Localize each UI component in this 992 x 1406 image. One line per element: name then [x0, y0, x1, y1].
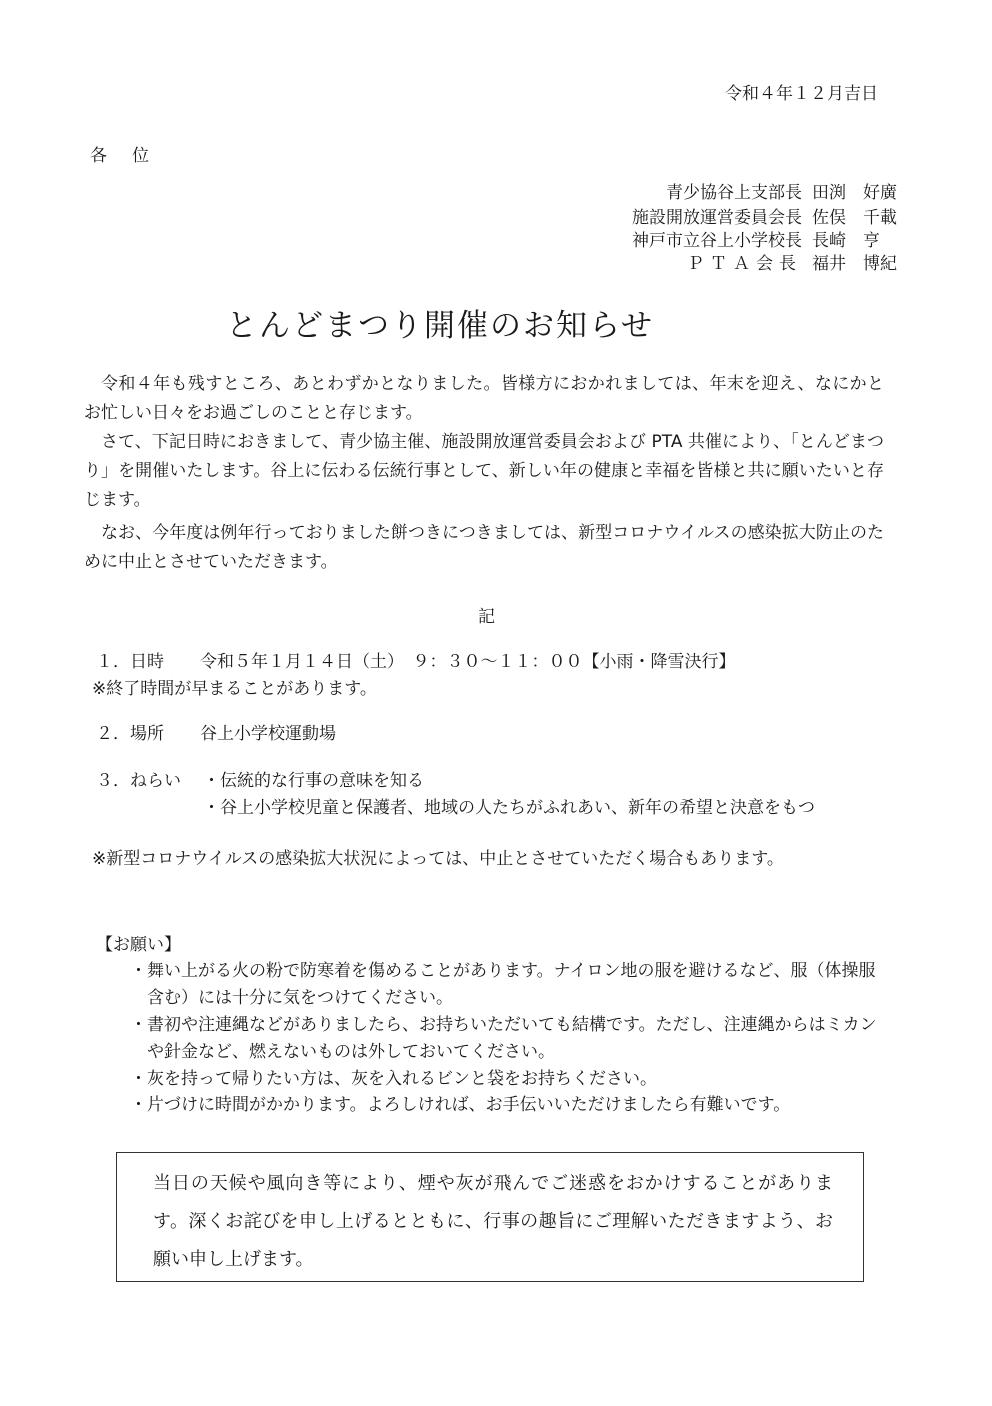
detail-place-label: ２．場所 — [96, 724, 164, 744]
covid-note: ※新型コロナウイルスの感染拡大状況によっては、中止とさせていただく場合もあります。 — [92, 849, 784, 869]
detail-date-note: ※終了時間が早まることがあります。 — [92, 679, 377, 699]
signatory-name: 福井 博紀 — [812, 254, 897, 274]
ki-heading: 記 — [478, 607, 495, 627]
request-item: ・灰を持って帰りたい方は、灰を入れるビンと袋をお持ちください。 — [130, 1069, 657, 1089]
signatory-role: 神戸市立谷上小学校長 — [632, 231, 802, 251]
request-item: ・舞い上がる火の粉で防寒着を傷めることがあります。ナイロン地の服を避けるなど、服（体操服含む）には十分に気をつけてください。 — [130, 961, 876, 1008]
signatory-role: 施設開放運営委員会長 — [632, 208, 802, 228]
detail-aim-point: ・谷上小学校児童と保護者、地域の人たちがふれあい、新年の希望と決意をもつ — [203, 798, 815, 818]
detail-aim-label: ３．ねらい — [96, 771, 181, 791]
requests-heading: 【お願い】 — [96, 935, 181, 955]
signatory-name: 田渕 好廣 — [812, 183, 897, 203]
detail-date-value: 令和５年１月１４日（土） ９：３０～１１：００【小雨・降雪決行】 — [200, 652, 736, 672]
addressee: 各 位 — [90, 146, 153, 166]
body-paragraph: 令和４年も残すところ、あとわずかとなりました。皆様方におかれましては、年末を迎え、なにかとお忙しい日々をお過ごしのことと存じます。 — [84, 374, 884, 423]
signatory-name: 長崎 亨 — [812, 231, 880, 251]
body-paragraph: さて、下記日時におきまして、青少協主催、施設開放運営委員会および PTA 共催により、「とんどまつり」を開催いたします。谷上に伝わる伝統行事として、新しい年の健康と幸福を皆様と共に願いたいと存じます。 — [84, 432, 884, 510]
notice-text: 当日の天候や風向き等により、煙や灰が飛んでご迷惑をおかけすることがあります。深くお詫びを申し上げるとともに、行事の趣旨にご理解いただきますよう、お願い申し上げます。 — [153, 1173, 833, 1270]
signatory-role: ＰＴＡ会長 — [687, 254, 802, 274]
body-paragraph: なお、今年度は例年行っておりました餅つきにつきましては、新型コロナウイルスの感染拡大防止のために中止とさせていただきます。 — [84, 523, 884, 572]
notice-box — [116, 1152, 864, 1282]
signatory-row — [687, 251, 897, 277]
request-item: ・片づけに時間がかかります。よろしければ、お手伝いいただけましたら有難いです。 — [130, 1095, 791, 1115]
document-date: 令和４年１２月吉日 — [725, 84, 878, 104]
signatory-row — [666, 180, 897, 206]
signatory-name: 佐俣 千載 — [812, 208, 897, 228]
signatory-role: 青少協谷上支部長 — [666, 183, 802, 203]
page-title: とんどまつり開催のお知らせ — [225, 308, 655, 344]
detail-place-value: 谷上小学校運動場 — [200, 724, 336, 744]
detail-aim-point: ・伝統的な行事の意味を知る — [203, 771, 424, 791]
request-item: ・書初や注連縄などがありましたら、お持ちいただいても結構です。ただし、注連縄からはミカンや針金など、燃えないものは外しておいてください。 — [130, 1015, 877, 1062]
detail-date-label: １．日時 — [96, 652, 164, 672]
